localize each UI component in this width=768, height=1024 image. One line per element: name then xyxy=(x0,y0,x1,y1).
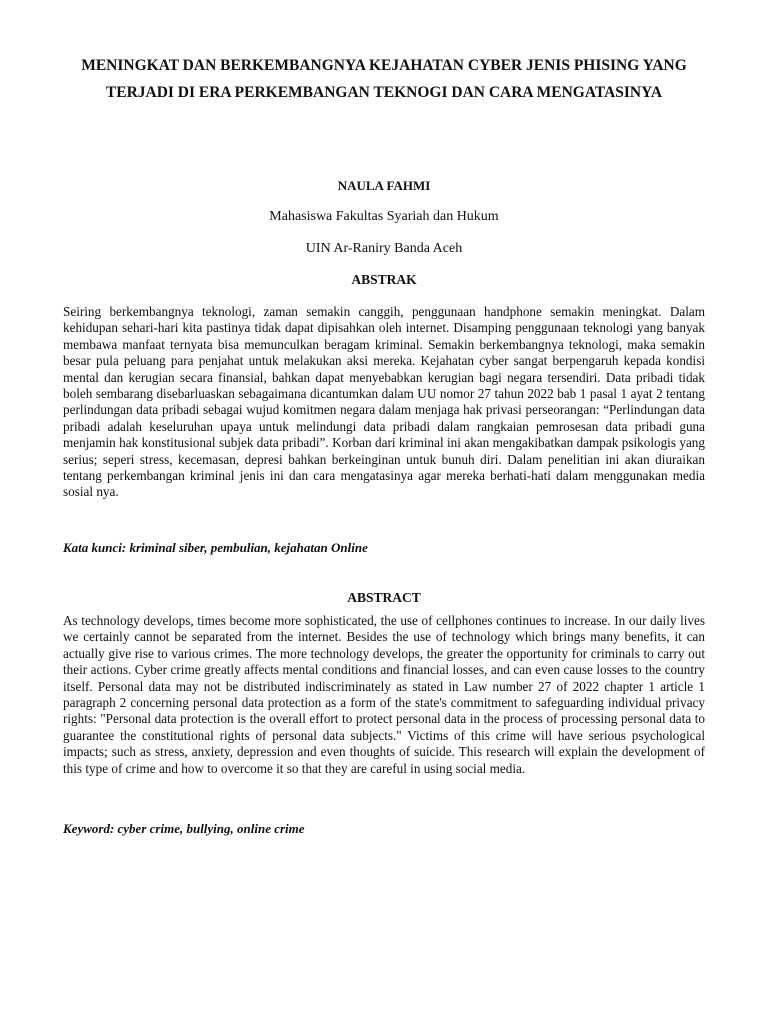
author-name: NAULA FAHMI xyxy=(337,178,431,193)
keyword-line: Keyword: cyber crime, bullying, online crime xyxy=(63,821,305,836)
abstrak-paragraph: Seiring berkembangnya teknologi, zaman semakin canggih, penggunaan handphone semakin meningkat. Dalam kehidupan sehari-hari kita pastinya tidak dapat dipisahkan oleh internet. Disamping penggunaan teknologi yang banyak membawa manfaat ternyata bisa memunculkan beragam kriminal. Semakin berkembangnya teknologi, maka semakin besar pula peluang para penjahat untuk melakukan aksi mereka. Kejahatan cyber sangat berpengaruh kepada kondisi mental dan kerugian secara finansial, bahkan dapat menyebabkan kerugian bagi negara tersendiri. Data pribadi tidak boleh sembarang disebarluaskan sebagaimana dicantumkan dalam UU nomor 27 tahun 2022 bab 1 pasal 1 ayat 2 tentang perlindungan data pribadi sebagai wujud komitmen negara dalam menjaga hak privasi perseorangan: “Perlindungan data pribadi adalah keseluruhan upaya untuk melindungi data pribadi dalam rangkaian pemrosesan data pribadi guna menjamin hak konstitusional subjek data pribadi”. Korban dari kriminal ini akan mengakibatkan dampak psikologis yang serius; seperi stress, kecemasan, depresi bahkan berkeinginan untuk bunuh diri. Dalam penelitian ini akan diuraikan tentang perkembangan kriminal jenis ini dan cara mengatasinya agar mereka berhati-hati dalam menggunakan media sosial nya. xyxy=(63,304,705,500)
affiliation-faculty: Mahasiswa Fakultas Syariah dan Hukum xyxy=(269,209,499,224)
affiliation-university: UIN Ar-Raniry Banda Aceh xyxy=(305,241,463,256)
abstract-paragraph: As technology develops, times become more sophisticated, the use of cellphones continues to increase. In our daily lives we certainly cannot be separated from the internet. Besides the use of technology which brings many benefits, it can actually give rise to various crimes. The more technology develops, the greater the opportunity for criminals to carry out their actions. Cyber crime greatly affects mental conditions and financial losses, and can even cause losses to the country itself. Personal data may not be distributed indiscriminately as stated in Law number 27 of 2022 chapter 1 article 1 paragraph 2 concerning personal data protection as a form of the state's commitment to safeguarding individual privacy rights: "Personal data protection is the overall effort to protect personal data in the process of processing personal data to guarantee the constitutional rights of personal data subjects." Victims of this crime will have serious psychological impacts; such as stress, anxiety, depression and even thoughts of suicide. This research will explain the development of this type of crime and how to overcome it so that they are careful in using social media. xyxy=(63,613,705,776)
abstrak-heading: ABSTRAK xyxy=(351,272,417,287)
abstract-heading: ABSTRACT xyxy=(347,590,421,605)
kata-kunci: Kata kunci: kriminal siber, pembulian, kejahatan Online xyxy=(63,540,368,555)
paper-title: MENINGKAT DAN BERKEMBANGNYA KEJAHATAN CYBER JENIS PHISING YANG TERJADI DI ERA PERKEMBANGAN TEKNOGI DAN CARA MENGATASINYA xyxy=(81,57,687,101)
